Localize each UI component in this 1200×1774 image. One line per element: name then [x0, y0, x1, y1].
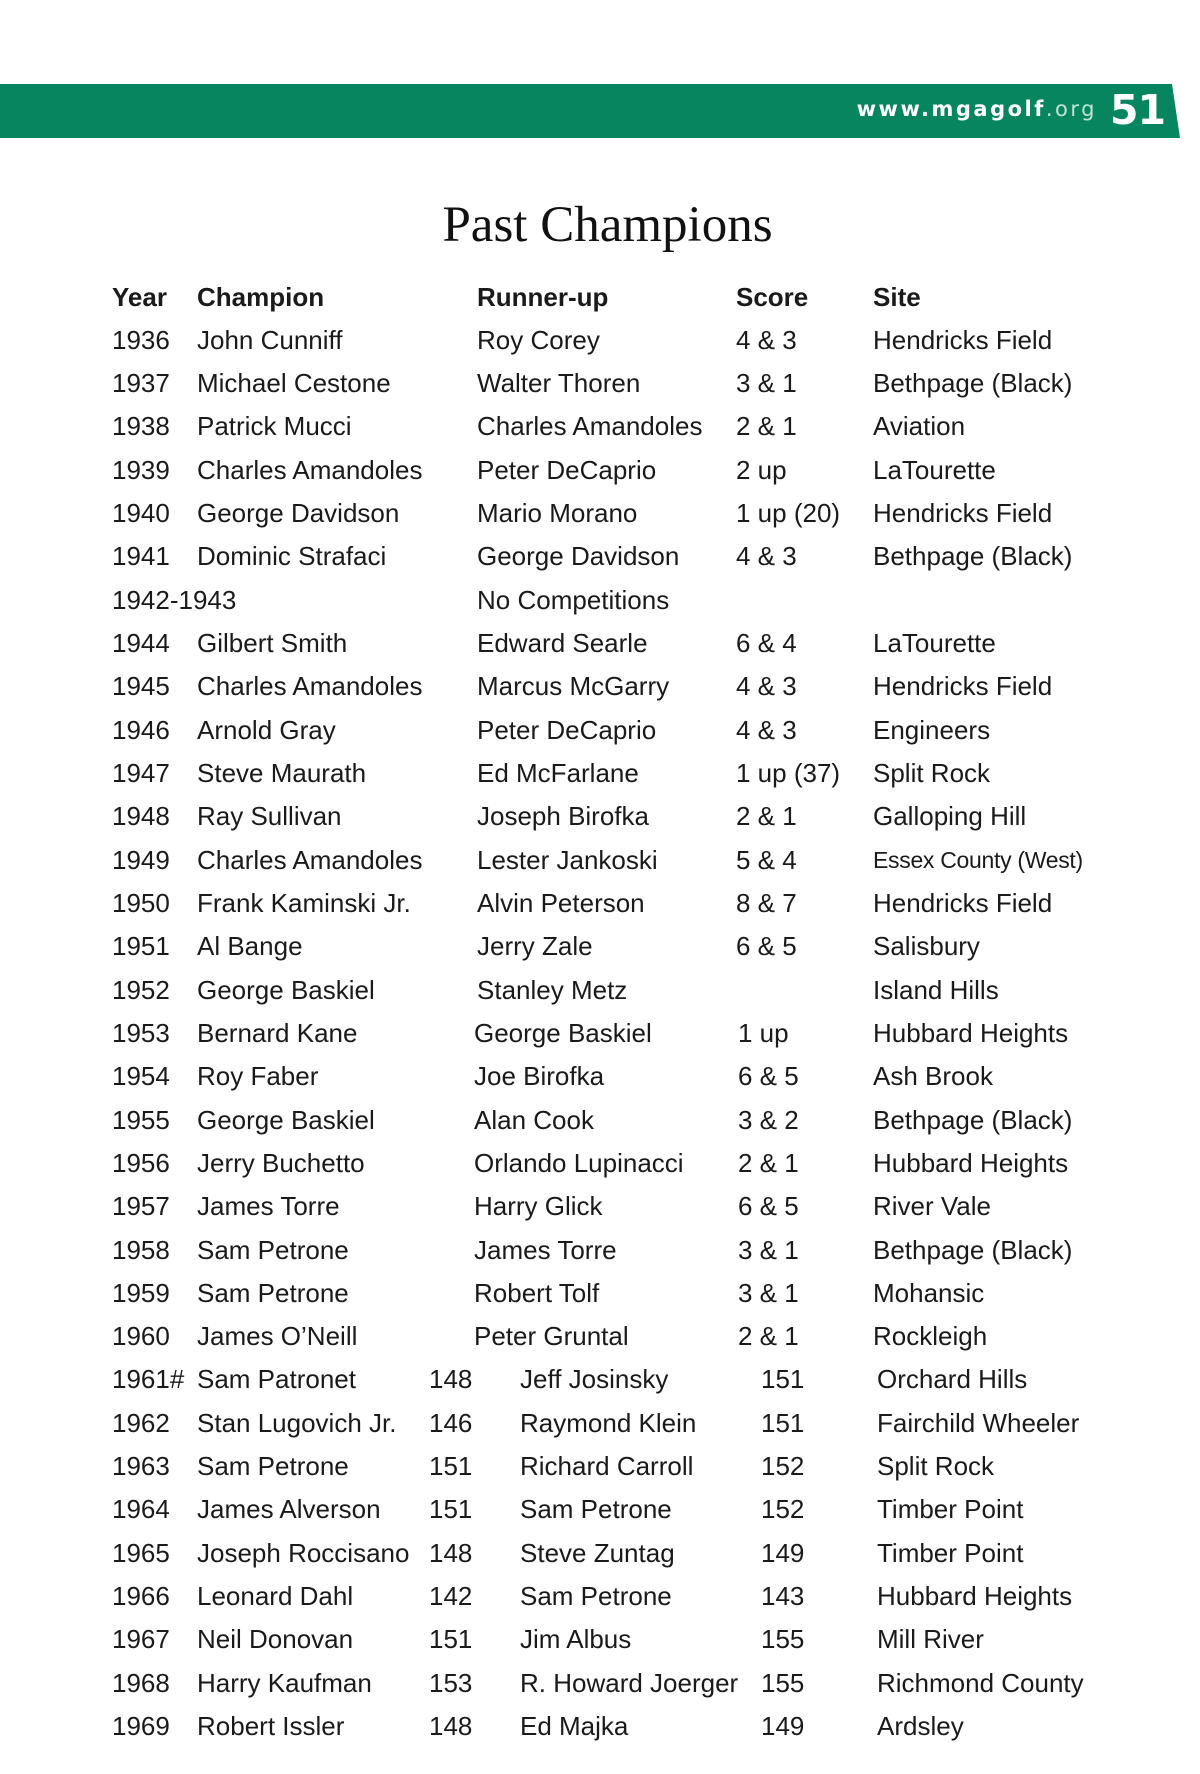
row-year: 1949	[112, 845, 170, 875]
header-champion: Champion	[197, 282, 325, 312]
row-site: Hubbard Heights	[877, 1581, 1073, 1611]
row-champion: Gilbert Smith	[197, 628, 348, 658]
row-year: 1942-1943	[112, 585, 237, 615]
row-site: Essex County (West)	[873, 847, 1083, 873]
row-champion: Neil Donovan	[197, 1624, 354, 1654]
row-year: 1969	[112, 1711, 170, 1741]
row-year: 1965	[112, 1538, 170, 1568]
row-runner-up: George Baskiel	[474, 1018, 652, 1048]
table-row	[0, 1145, 1200, 1181]
row-site: Salisbury	[873, 931, 980, 961]
row-score: 4 & 3	[736, 541, 797, 571]
table-row	[0, 928, 1200, 964]
row-champion-score: 142	[429, 1581, 473, 1611]
row-score: 1 up (37)	[736, 758, 841, 788]
row-year: 1966	[112, 1581, 170, 1611]
row-runner-up: Sam Petrone	[520, 1494, 672, 1524]
row-site: Bethpage (Black)	[873, 368, 1073, 398]
row-score: 4 & 3	[736, 715, 797, 745]
row-runner-up: No Competitions	[477, 585, 670, 615]
stroke-play-row	[0, 1665, 1200, 1701]
stroke-play-row	[0, 1621, 1200, 1657]
row-year: 1937	[112, 368, 170, 398]
row-runner-up-score: 151	[761, 1408, 805, 1438]
header-year: Year	[112, 282, 167, 312]
row-site: Hendricks Field	[873, 498, 1053, 528]
row-score: 2 & 1	[736, 411, 797, 441]
row-champion: Dominic Strafaci	[197, 541, 387, 571]
row-year: 1951	[112, 931, 170, 961]
header-site: Site	[873, 282, 921, 312]
row-runner-up: George Davidson	[477, 541, 680, 571]
row-year: 1957	[112, 1191, 170, 1221]
row-runner-up: Jeff Josinsky	[520, 1364, 669, 1394]
row-year: 1954	[112, 1061, 170, 1091]
row-runner-up: Peter DeCaprio	[477, 715, 657, 745]
row-year: 1968	[112, 1668, 170, 1698]
stroke-play-row	[0, 1405, 1200, 1441]
row-champion: Michael Cestone	[197, 368, 391, 398]
row-runner-up-score: 155	[761, 1668, 805, 1698]
header-runner-up: Runner-up	[477, 282, 609, 312]
table-row	[0, 1102, 1200, 1138]
row-champion-score: 148	[429, 1711, 473, 1741]
row-score: 1 up	[738, 1018, 789, 1048]
row-score: 4 & 3	[736, 325, 797, 355]
row-site: LaTourette	[873, 628, 996, 658]
row-runner-up: Charles Amandoles	[477, 411, 703, 441]
row-runner-up: Sam Petrone	[520, 1581, 672, 1611]
row-site: Engineers	[873, 715, 991, 745]
row-year: 1961#	[112, 1364, 185, 1394]
row-runner-up: R. Howard Joerger	[520, 1668, 739, 1698]
row-year: 1962	[112, 1408, 170, 1438]
row-year: 1952	[112, 975, 170, 1005]
site-url-tld: .org	[1045, 97, 1097, 121]
row-runner-up: Stanley Metz	[477, 975, 628, 1005]
row-champion: Al Bange	[197, 931, 303, 961]
row-site: LaTourette	[873, 455, 996, 485]
site-url[interactable]	[857, 97, 1097, 121]
row-champion: Charles Amandoles	[197, 845, 423, 875]
row-runner-up-score: 143	[761, 1581, 805, 1611]
table-header	[0, 279, 1200, 315]
row-site: Richmond County	[877, 1668, 1084, 1698]
stroke-play-row	[0, 1535, 1200, 1571]
row-runner-up: Alan Cook	[474, 1105, 594, 1135]
row-score: 4 & 3	[736, 671, 797, 701]
row-runner-up: Joe Birofka	[474, 1061, 605, 1091]
table-row	[0, 365, 1200, 401]
row-runner-up: Jim Albus	[520, 1624, 632, 1654]
row-champion-score: 148	[429, 1364, 473, 1394]
row-champion-score: 151	[429, 1451, 473, 1481]
row-champion: Ray Sullivan	[197, 801, 342, 831]
row-score: 6 & 5	[738, 1191, 799, 1221]
table-row	[0, 1058, 1200, 1094]
row-score: 3 & 1	[736, 368, 797, 398]
row-score: 3 & 1	[738, 1235, 799, 1265]
stroke-play-row	[0, 1491, 1200, 1527]
row-score: 6 & 5	[736, 931, 797, 961]
row-runner-up-score: 151	[761, 1364, 805, 1394]
row-site: Ash Brook	[873, 1061, 993, 1091]
row-champion: Sam Petrone	[197, 1451, 349, 1481]
row-score: 1 up (20)	[736, 498, 841, 528]
row-year: 1964	[112, 1494, 170, 1524]
row-runner-up-score: 155	[761, 1624, 805, 1654]
row-site: Mohansic	[873, 1278, 985, 1308]
row-runner-up: Alvin Peterson	[477, 888, 645, 918]
row-runner-up: Jerry Zale	[477, 931, 593, 961]
row-champion: Roy Faber	[197, 1061, 319, 1091]
row-site: Bethpage (Black)	[873, 1105, 1073, 1135]
row-year: 1940	[112, 498, 170, 528]
table-row	[0, 842, 1200, 878]
row-year: 1958	[112, 1235, 170, 1265]
row-champion: Charles Amandoles	[197, 671, 423, 701]
row-champion: Patrick Mucci	[197, 411, 352, 441]
row-year: 1950	[112, 888, 170, 918]
table-row	[0, 322, 1200, 358]
row-runner-up: Mario Morano	[477, 498, 638, 528]
row-champion-score: 148	[429, 1538, 473, 1568]
row-site: Island Hills	[873, 975, 999, 1005]
row-score: 3 & 2	[738, 1105, 799, 1135]
row-runner-up: Roy Corey	[477, 325, 600, 355]
row-year: 1948	[112, 801, 170, 831]
row-champion: James Torre	[197, 1191, 340, 1221]
row-champion: Frank Kaminski Jr.	[197, 888, 411, 918]
row-site: Timber Point	[877, 1538, 1024, 1568]
row-site: Bethpage (Black)	[873, 541, 1073, 571]
row-year: 1953	[112, 1018, 170, 1048]
row-score: 2 & 1	[736, 801, 797, 831]
row-runner-up-score: 149	[761, 1538, 805, 1568]
table-row	[0, 452, 1200, 488]
page-title: Past Champions	[442, 197, 773, 253]
row-champion: Leonard Dahl	[197, 1581, 354, 1611]
row-site: Hendricks Field	[873, 325, 1053, 355]
row-runner-up: Ed McFarlane	[477, 758, 639, 788]
row-champion: Steve Maurath	[197, 758, 367, 788]
row-champion: John Cunniff	[197, 325, 343, 355]
row-runner-up: Lester Jankoski	[477, 845, 658, 875]
row-site: Hubbard Heights	[873, 1148, 1069, 1178]
row-year: 1946	[112, 715, 170, 745]
row-runner-up-score: 149	[761, 1711, 805, 1741]
row-site: Bethpage (Black)	[873, 1235, 1073, 1265]
row-year: 1939	[112, 455, 170, 485]
table-row	[0, 972, 1200, 1008]
table-row	[0, 1015, 1200, 1051]
header-score: Score	[736, 282, 809, 312]
row-site: Rockleigh	[873, 1321, 988, 1351]
table-row	[0, 885, 1200, 921]
row-runner-up-score: 152	[761, 1451, 805, 1481]
table-row	[0, 625, 1200, 661]
row-runner-up: Joseph Birofka	[477, 801, 649, 831]
row-champion-score: 151	[429, 1624, 473, 1654]
row-champion: Stan Lugovich Jr.	[197, 1408, 397, 1438]
row-champion: Arnold Gray	[197, 715, 336, 745]
table-row	[0, 755, 1200, 791]
stroke-play-row	[0, 1448, 1200, 1484]
stroke-play-row	[0, 1578, 1200, 1614]
row-site: Hendricks Field	[873, 671, 1053, 701]
row-year: 1967	[112, 1624, 170, 1654]
row-site: Galloping Hill	[873, 801, 1027, 831]
row-score: 2 & 1	[738, 1321, 799, 1351]
row-runner-up: Richard Carroll	[520, 1451, 694, 1481]
row-year: 1936	[112, 325, 170, 355]
row-year: 1956	[112, 1148, 170, 1178]
row-site: Timber Point	[877, 1494, 1024, 1524]
row-year: 1959	[112, 1278, 170, 1308]
table-row	[0, 798, 1200, 834]
row-champion: James O’Neill	[197, 1321, 358, 1351]
table-row	[0, 1232, 1200, 1268]
row-year: 1955	[112, 1105, 170, 1135]
row-score: 5 & 4	[736, 845, 797, 875]
row-runner-up: Ed Majka	[520, 1711, 629, 1741]
table-row	[0, 408, 1200, 444]
row-score: 8 & 7	[736, 888, 797, 918]
row-site: Aviation	[873, 411, 966, 441]
row-site: Mill River	[877, 1624, 984, 1654]
row-champion: Sam Patronet	[197, 1364, 356, 1394]
row-site: Fairchild Wheeler	[877, 1408, 1080, 1438]
row-champion: Jerry Buchetto	[197, 1148, 365, 1178]
table-row	[0, 1275, 1200, 1311]
row-champion: George Baskiel	[197, 1105, 375, 1135]
row-champion: Joseph Roccisano	[197, 1538, 410, 1568]
row-runner-up: Peter DeCaprio	[477, 455, 657, 485]
row-champion-score: 151	[429, 1494, 473, 1524]
stroke-play-row	[0, 1361, 1200, 1397]
row-champion-score: 153	[429, 1668, 473, 1698]
row-site: Orchard Hills	[877, 1364, 1028, 1394]
row-runner-up: Harry Glick	[474, 1191, 603, 1221]
row-year: 1941	[112, 541, 170, 571]
row-site: Hubbard Heights	[873, 1018, 1069, 1048]
row-champion: Sam Petrone	[197, 1278, 349, 1308]
site-url-main: www.mgagolf	[856, 97, 1046, 121]
row-year: 1938	[112, 411, 170, 441]
row-champion: Bernard Kane	[197, 1018, 358, 1048]
row-runner-up-score: 152	[761, 1494, 805, 1524]
row-score: 2 up	[736, 455, 787, 485]
row-runner-up: Orlando Lupinacci	[474, 1148, 684, 1178]
row-champion-score: 146	[429, 1408, 473, 1438]
row-score: 3 & 1	[738, 1278, 799, 1308]
table-row	[0, 1188, 1200, 1224]
row-runner-up: Walter Thoren	[477, 368, 641, 398]
table-row	[0, 538, 1200, 574]
table-row	[0, 495, 1200, 531]
row-year: 1963	[112, 1451, 170, 1481]
row-site: River Vale	[873, 1191, 992, 1221]
table-row	[0, 582, 1200, 618]
row-year: 1945	[112, 671, 170, 701]
row-year: 1960	[112, 1321, 170, 1351]
row-score: 6 & 5	[738, 1061, 799, 1091]
row-site: Split Rock	[877, 1451, 995, 1481]
row-champion: Sam Petrone	[197, 1235, 349, 1265]
row-score: 6 & 4	[736, 628, 797, 658]
row-runner-up: James Torre	[474, 1235, 617, 1265]
row-champion: George Baskiel	[197, 975, 375, 1005]
stroke-play-row	[0, 1708, 1200, 1744]
row-runner-up: Steve Zuntag	[520, 1538, 675, 1568]
row-runner-up: Marcus McGarry	[477, 671, 670, 701]
table-row	[0, 712, 1200, 748]
row-runner-up: Robert Tolf	[474, 1278, 600, 1308]
row-champion: Charles Amandoles	[197, 455, 423, 485]
row-champion: Robert Issler	[197, 1711, 345, 1741]
row-runner-up: Edward Searle	[477, 628, 648, 658]
table-row	[0, 1318, 1200, 1354]
page-number: 51	[1110, 86, 1166, 134]
row-champion: George Davidson	[197, 498, 400, 528]
row-champion: James Alverson	[197, 1494, 381, 1524]
row-runner-up: Peter Gruntal	[474, 1321, 629, 1351]
row-site: Hendricks Field	[873, 888, 1053, 918]
row-runner-up: Raymond Klein	[520, 1408, 697, 1438]
row-site: Ardsley	[877, 1711, 964, 1741]
row-champion: Harry Kaufman	[197, 1668, 372, 1698]
row-site: Split Rock	[873, 758, 991, 788]
row-year: 1947	[112, 758, 170, 788]
table-row	[0, 668, 1200, 704]
row-year: 1944	[112, 628, 170, 658]
row-score: 2 & 1	[738, 1148, 799, 1178]
